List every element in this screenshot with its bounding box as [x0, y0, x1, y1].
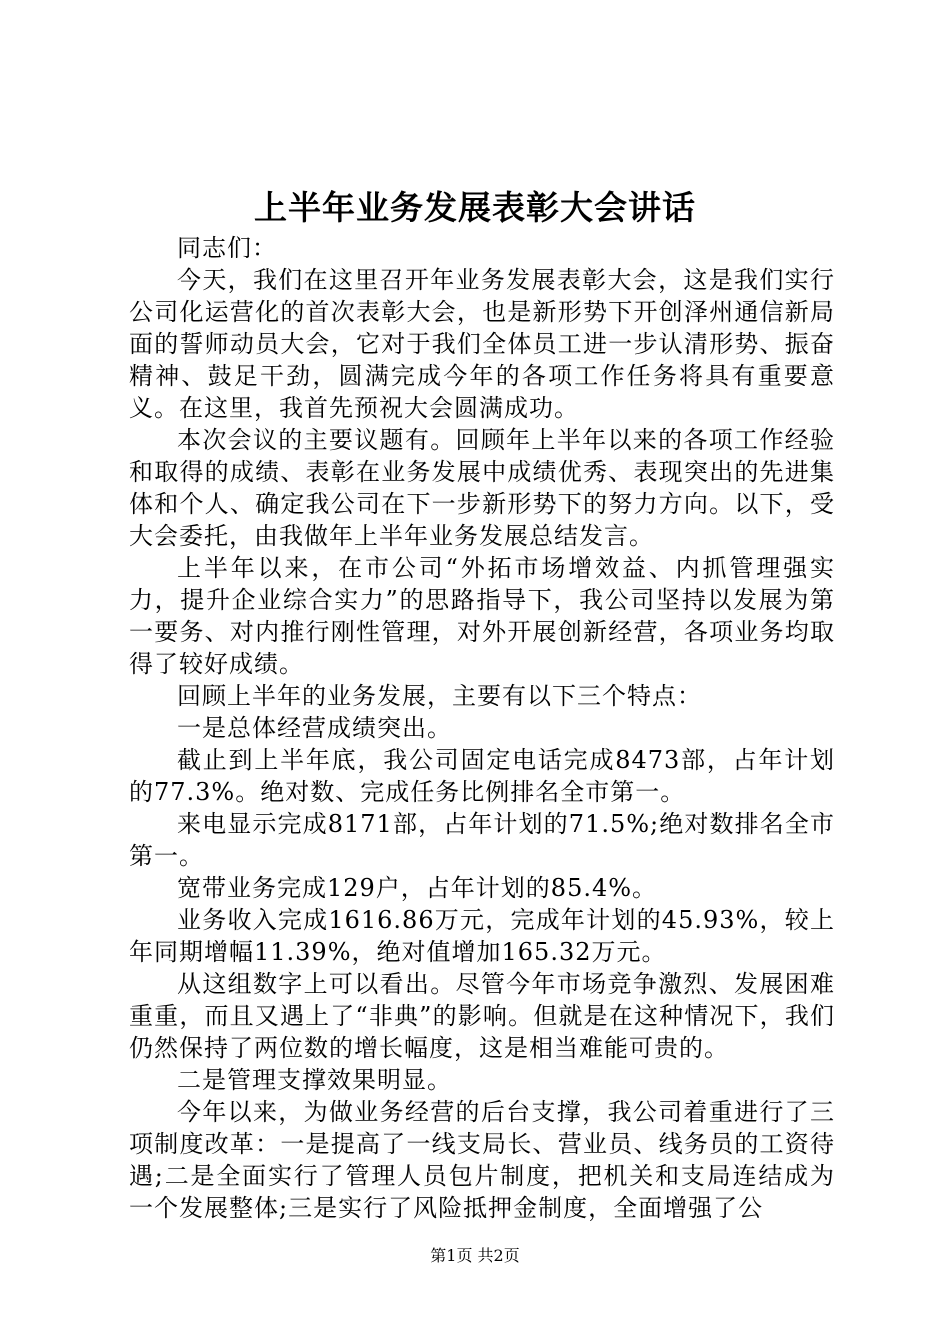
section-heading: 一是总体经营成绩突出。 — [177, 714, 452, 742]
section-heading: 二是管理支撑效果明显。 — [177, 1066, 452, 1094]
paragraph: 回顾上半年的业务发展，主要有以下三个特点： — [177, 682, 702, 710]
paragraph-greeting: 同志们： — [177, 234, 277, 262]
paragraph: 业务收入完成1616.86万元，完成年计划的45.93%，较上年同期增幅11.39%，绝对值增加165.32万元。 — [129, 906, 835, 966]
document-body — [129, 232, 835, 1224]
paragraph: 本次会议的主要议题有。回顾年上半年以来的各项工作经验和取得的成绩、表彰在业务发展中成绩优秀、表现突出的先进集体和个人、确定我公司在下一步新形势下的努力方向。以下，受大会委托，由我做年上半年业务发展总结发言。 — [129, 426, 835, 550]
document-title: 上半年业务发展表彰大会讲话 — [254, 188, 696, 227]
paragraph: 从这组数字上可以看出。尽管今年市场竞争激烈、发展困难重重，而且又遇上了“非典”的影响。但就是在这种情况下，我们仍然保持了两位数的增长幅度，这是相当难能可贵的。 — [129, 970, 835, 1062]
paragraph: 今年以来，为做业务经营的后台支撑，我公司着重进行了三项制度改革：一是提高了一线支局长、营业员、线务员的工资待遇;二是全面实行了管理人员包片制度，把机关和支局连结成为一个发展整体;三是实行了风险抵押金制度，全面增强了公 — [129, 1098, 835, 1222]
paragraph: 上半年以来，在市公司“外拓市场增效益、内抓管理强实力，提升企业综合实力”的思路指导下，我公司坚持以发展为第一要务、对内推行刚性管理，对外开展创新经营，各项业务均取得了较好成绩。 — [129, 554, 835, 678]
page-footer: 第1页 共2页 — [430, 1246, 520, 1265]
paragraph: 宽带业务完成129户，占年计划的85.4%。 — [177, 874, 658, 902]
paragraph: 截止到上半年底，我公司固定电话完成8473部，占年计划的77.3%。绝对数、完成任务比例排名全市第一。 — [129, 746, 835, 806]
paragraph: 今天，我们在这里召开年业务发展表彰大会，这是我们实行公司化运营化的首次表彰大会，也是新形势下开创泽州通信新局面的誓师动员大会，它对于我们全体员工进一步认清形势、振奋精神、鼓足干劲，圆满完成今年的各项工作任务将具有重要意义。在这里，我首先预祝大会圆满成功。 — [129, 266, 835, 422]
paragraph: 来电显示完成8171部，占年计划的71.5%;绝对数排名全市第一。 — [129, 810, 835, 870]
